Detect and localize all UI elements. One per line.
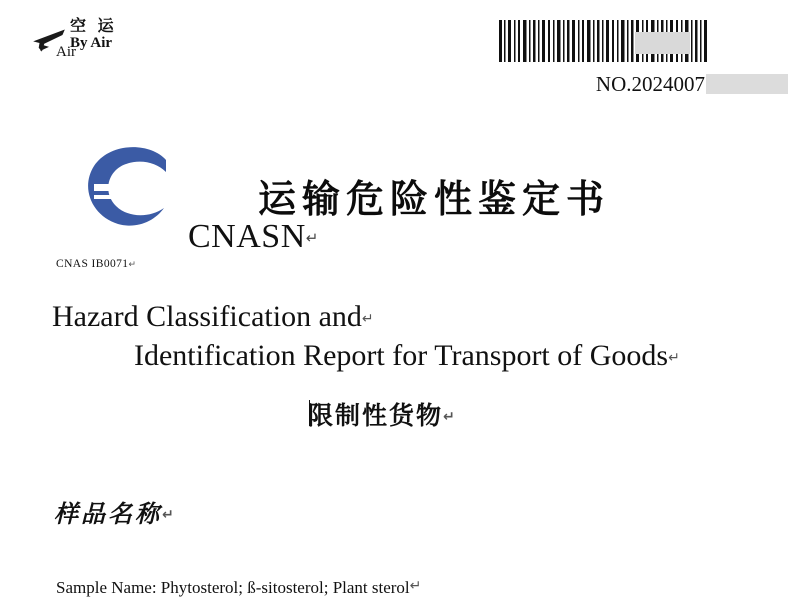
cnas-accreditation-code <box>56 258 136 270</box>
paragraph-mark-icon: ↵ <box>443 409 457 425</box>
document-number-redaction <box>706 74 788 94</box>
document-number-text: NO.2024007 <box>595 72 705 96</box>
cnas-code-text: CNAS IB0071 <box>56 258 129 270</box>
sample-name-chinese-text: 样品名称 <box>54 500 162 528</box>
sample-name-english <box>56 578 421 598</box>
paragraph-mark-icon: ↵ <box>409 579 422 594</box>
air-mark-english: By Air <box>70 34 113 51</box>
cnas-wordmark-text: CNASN <box>188 218 306 255</box>
document-number <box>596 72 788 97</box>
english-title-line2 <box>134 339 680 373</box>
english-title-line1 <box>52 300 374 334</box>
english-title-line2-text: Identification Report for Transport of Goods <box>134 339 669 372</box>
chinese-subtitle <box>308 396 457 432</box>
english-title-line1-text: Hazard Classification and <box>52 300 362 333</box>
cnas-wordmark <box>188 218 319 256</box>
paragraph-mark-icon: ↵ <box>128 259 137 269</box>
chinese-subtitle-text: 限制性货物 <box>308 401 444 430</box>
air-mark-text <box>70 18 117 52</box>
sample-name-chinese-label <box>54 494 177 529</box>
paragraph-mark-icon: ↵ <box>668 351 680 366</box>
paragraph-mark-icon: ↵ <box>361 312 374 327</box>
paragraph-mark-icon: ↵ <box>305 231 319 247</box>
sample-name-english-text: Sample Name: Phytosterol; ß-sitosterol; Plant sterol <box>56 578 410 597</box>
paragraph-mark-icon: ↵ <box>162 507 177 523</box>
air-mark-chinese: 空 运 <box>70 16 117 35</box>
barcode <box>497 20 712 64</box>
air-mark-sub: Air <box>56 44 76 60</box>
cnas-logo <box>78 140 178 235</box>
barcode-redaction <box>635 32 690 54</box>
chinese-main-title: 运输危险性鉴定书 <box>258 177 611 221</box>
